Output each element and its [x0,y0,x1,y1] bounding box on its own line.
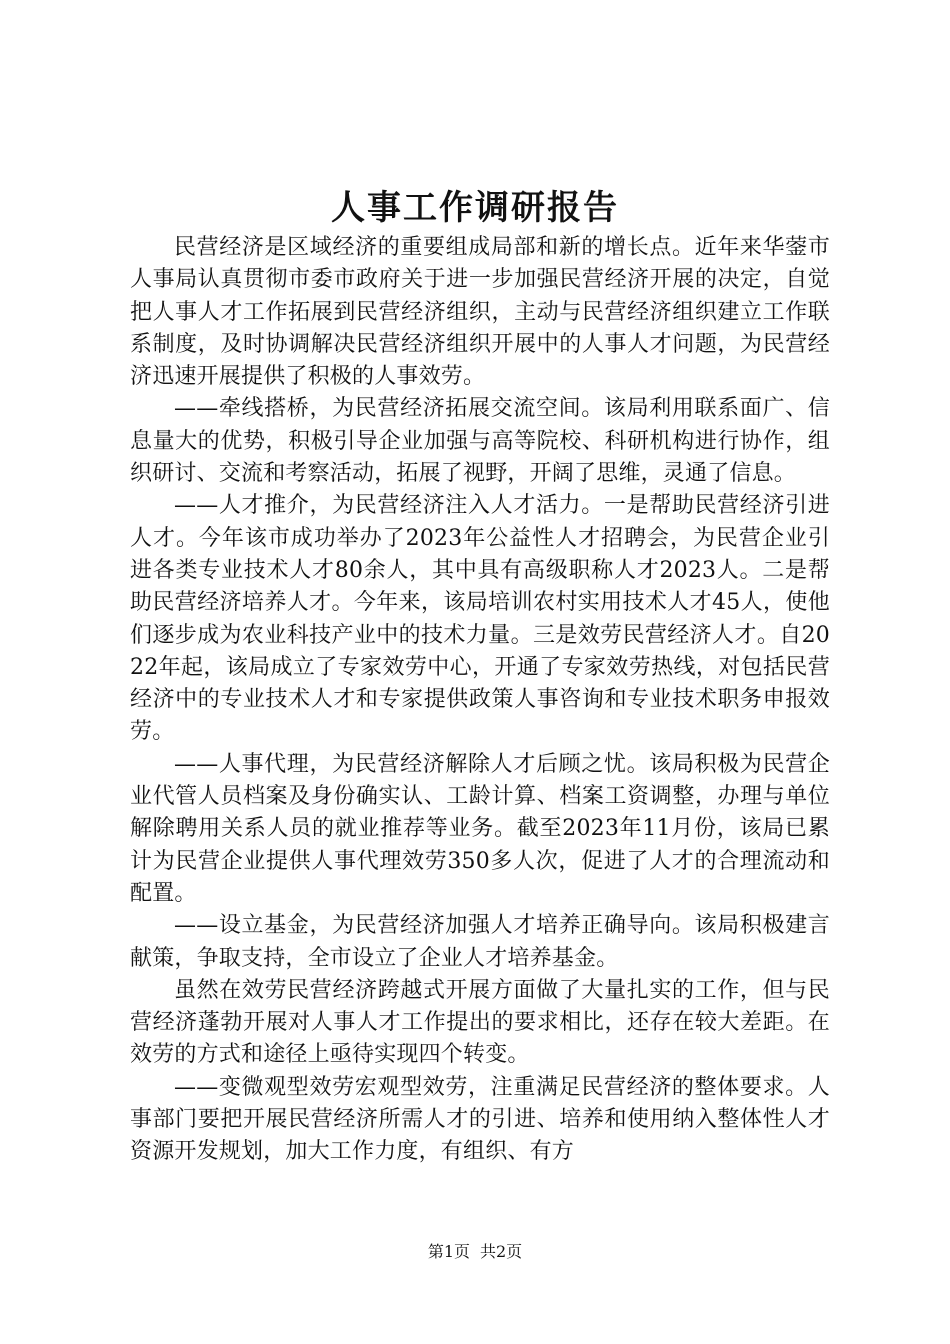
page-number: 第1页 [427,1242,470,1261]
paragraph-fund: ——设立基金，为民营经济加强人才培养正确导向。该局积极建言献策，争取支持，全市设立了企业人才培养基金。 [130,913,830,971]
document-body [130,232,830,1169]
paragraph-gap: 虽然在效劳民营经济跨越式开展方面做了大量扎实的工作，但与民营经济蓬勃开展对人事人才工作提出的要求相比，还存在较大差距。在效劳的方式和途径上亟待实现四个转变。 [130,977,830,1068]
paragraph-bridge: ——牵线搭桥，为民营经济拓展交流空间。该局利用联系面广、信息量大的优势，积极引导企业加强与高等院校、科研机构进行协作，组织研讨、交流和考察活动，拓展了视野，开阔了思维，灵通了信息。 [130,396,830,487]
page-footer [0,1240,950,1264]
document-title: 人事工作调研报告 [331,188,619,228]
paragraph-intro: 民营经济是区域经济的重要组成局部和新的增长点。近年来华蓥市人事局认真贯彻市委市政府关于进一步加强民营经济开展的决定，自觉把人事人才工作拓展到民营经济组织，主动与民营经济组织建立工作联系制度，及时协调解决民营经济组织开展中的人事人才问题，为民营经济迅速开展提供了积极的人事效劳。 [130,235,830,390]
page-total: 共2页 [480,1242,523,1261]
paragraph-agency: ——人事代理，为民营经济解除人才后顾之忧。该局积极为民营企业代管人员档案及身份确实认、工龄计算、档案工资调整，办理与单位解除聘用关系人员的就业推荐等业务。截至2023年11月份，该局已累计为民营企业提供人事代理效劳350多人次，促进了人才的合理流动和配置。 [130,751,830,906]
paragraph-talent: ——人才推介，为民营经济注入人才活力。一是帮助民营经济引进人才。今年该市成功举办了2023年公益性人才招聘会，为民营企业引进各类专业技术人才80余人，其中具有高级职称人才2023人。二是帮助民营经济培养人才。今年来，该局培训农村实用技术人才45人，使他们逐步成为农业科技产业中的技术力量。三是效劳民营经济人才。自2022年起，该局成立了专家效劳中心，开通了专家效劳热线，对包括民营经济中的专业技术人才和专家提供政策人事咨询和专业技术职务申报效劳。 [130,493,830,745]
paragraph-macro: ——变微观型效劳宏观型效劳，注重满足民营经济的整体要求。人事部门要把开展民营经济所需人才的引进、培养和使用纳入整体性人才资源开发规划，加大工作力度，有组织、有方 [130,1074,830,1165]
